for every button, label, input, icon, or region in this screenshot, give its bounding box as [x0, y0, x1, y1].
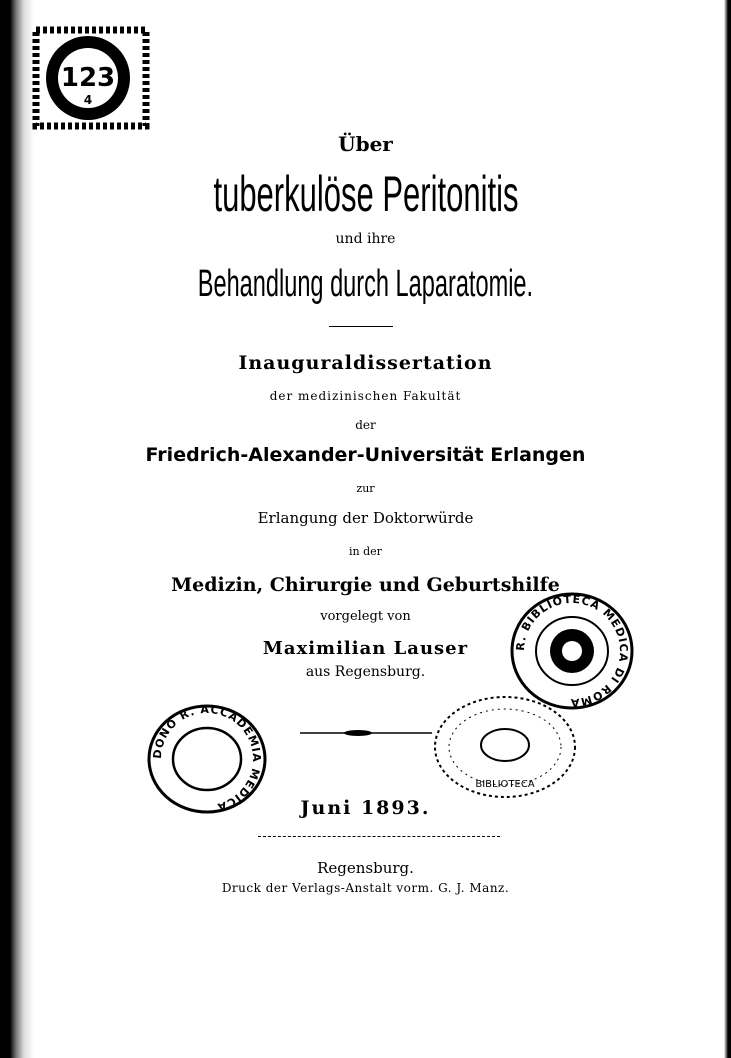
label-number: 123: [60, 63, 116, 93]
main-title: tuberkulöse Peritonitis: [212, 166, 518, 222]
title-prefix: Über: [338, 132, 393, 156]
author-name: Maximilian Lauser: [262, 638, 469, 659]
faculty-line: der medizinischen Fakultät: [269, 389, 462, 403]
left-stamp-text: DONO R. ACCADEMIA MEDICA: [150, 703, 264, 814]
oval-stamp-text: BIBLIOTECA: [475, 779, 535, 790]
library-label-stamp: [32, 26, 150, 130]
ornament-rule: [258, 836, 500, 838]
degree-line: Erlangung der Doktorwürde: [257, 509, 474, 527]
title-divider: [329, 326, 393, 327]
ornament-divider: [300, 727, 432, 739]
printer-line: Druck der Verlags-Anstalt vorm. G. J. Manz.: [221, 881, 510, 895]
fields-of-study: Medizin, Chirurgie und Geburtshilfe: [171, 574, 560, 596]
university-name: Friedrich-Alexander-Universität Erlangen: [145, 444, 586, 466]
in-der-line: in der: [349, 545, 382, 558]
publisher-city: Regensburg.: [317, 859, 414, 877]
faded-oval-stamp: [432, 693, 578, 801]
title-connector: und ihre: [335, 231, 396, 247]
author-origin: aus Regensburg.: [305, 664, 426, 680]
page-edge: [724, 0, 731, 1058]
subtitle: Behandlung durch Laparatomie.: [197, 263, 534, 305]
dissertation-type: Inauguraldissertation: [238, 352, 493, 374]
presented-by: vorgelegt von: [320, 609, 411, 624]
label-sub: 4: [83, 93, 93, 107]
zur-line: zur: [356, 482, 375, 495]
right-stamp-text: R. BIBLIOTECA MEDICA DI ROMA: [513, 592, 631, 710]
publication-date: Juni 1893.: [300, 797, 431, 819]
binding-shadow: [0, 0, 34, 1058]
der-line: der: [355, 418, 376, 432]
